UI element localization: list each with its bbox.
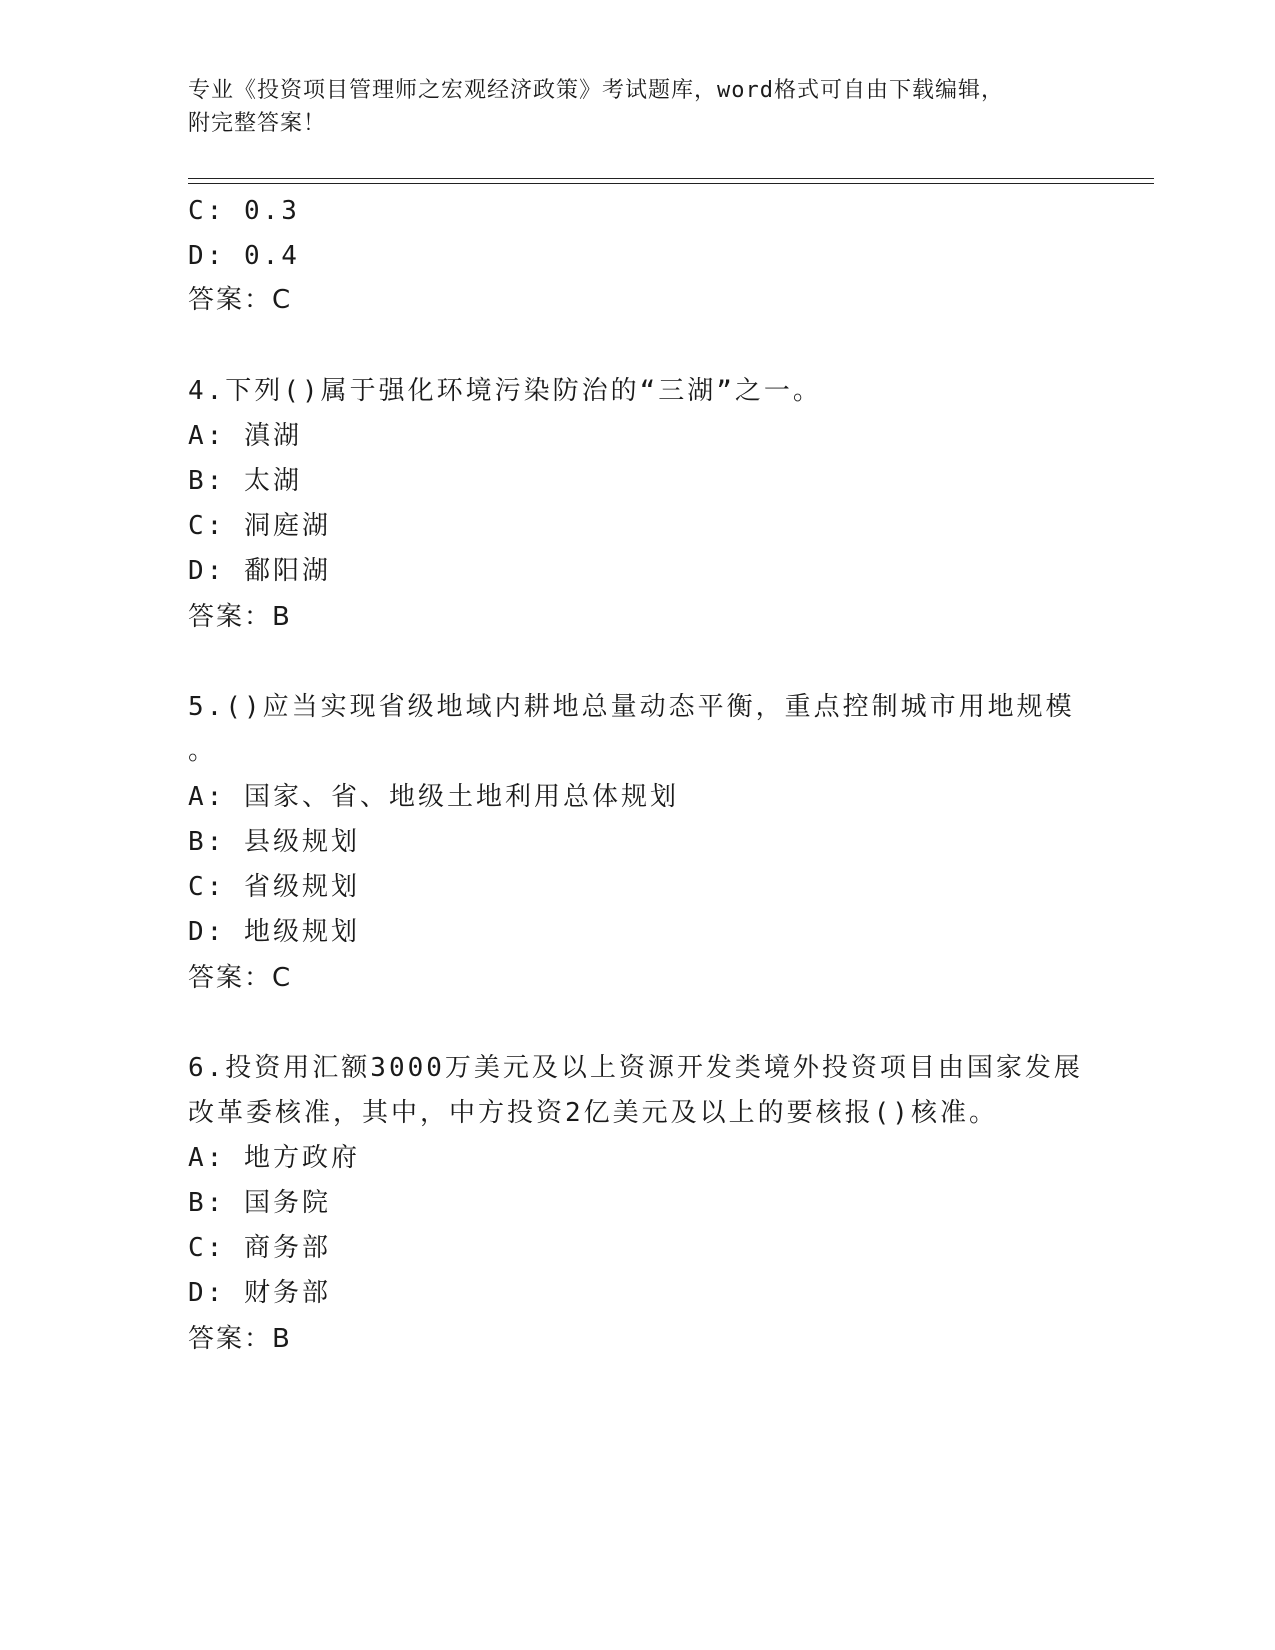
q5-answer: 答案：C (188, 963, 293, 993)
prev-answer: 答案：C (188, 285, 293, 315)
header-line-2: 附完整答案！ (188, 111, 327, 136)
q6-option-b: B: 国务院 (188, 1188, 331, 1218)
header-divider-bottom (188, 183, 1154, 184)
q5-option-a: A: 国家、省、地级土地利用总体规划 (188, 782, 679, 812)
document-header (188, 74, 1068, 140)
prev-option-d: D: 0.4 (188, 241, 300, 271)
q5-stem-line-1: 5.()应当实现省级地域内耕地总量动态平衡，重点控制城市用地规模 (188, 692, 1075, 722)
q6-option-d: D: 财务部 (188, 1278, 331, 1308)
q4-option-a: A: 滇湖 (188, 421, 302, 451)
q4-stem: 4.下列()属于强化环境污染防治的“三湖”之一。 (188, 376, 822, 406)
q5-option-d: D: 地级规划 (188, 917, 360, 947)
q6-option-c: C: 商务部 (188, 1233, 331, 1263)
q4-option-c: C: 洞庭湖 (188, 511, 331, 541)
q6-option-a: A: 地方政府 (188, 1143, 360, 1173)
q5-stem-line-2: 。 (188, 736, 218, 766)
q5-option-c: C: 省级规划 (188, 872, 360, 902)
q4-option-b: B: 太湖 (188, 466, 302, 496)
q6-answer: 答案：B (188, 1324, 292, 1354)
q6-stem-line-1: 6.投资用汇额3000万美元及以上资源开发类境外投资项目由国家发展 (188, 1053, 1083, 1083)
q4-answer: 答案：B (188, 602, 292, 632)
header-line-1: 专业《投资项目管理师之宏观经济政策》考试题库，word格式可自由下载编辑， (188, 78, 1004, 103)
q6-stem-line-2: 改革委核准，其中，中方投资2亿美元及以上的要核报()核准。 (188, 1098, 998, 1128)
prev-option-c: C: 0.3 (188, 196, 300, 226)
q4-option-d: D: 鄱阳湖 (188, 556, 331, 586)
q5-option-b: B: 县级规划 (188, 827, 360, 857)
header-divider-top (188, 178, 1154, 179)
